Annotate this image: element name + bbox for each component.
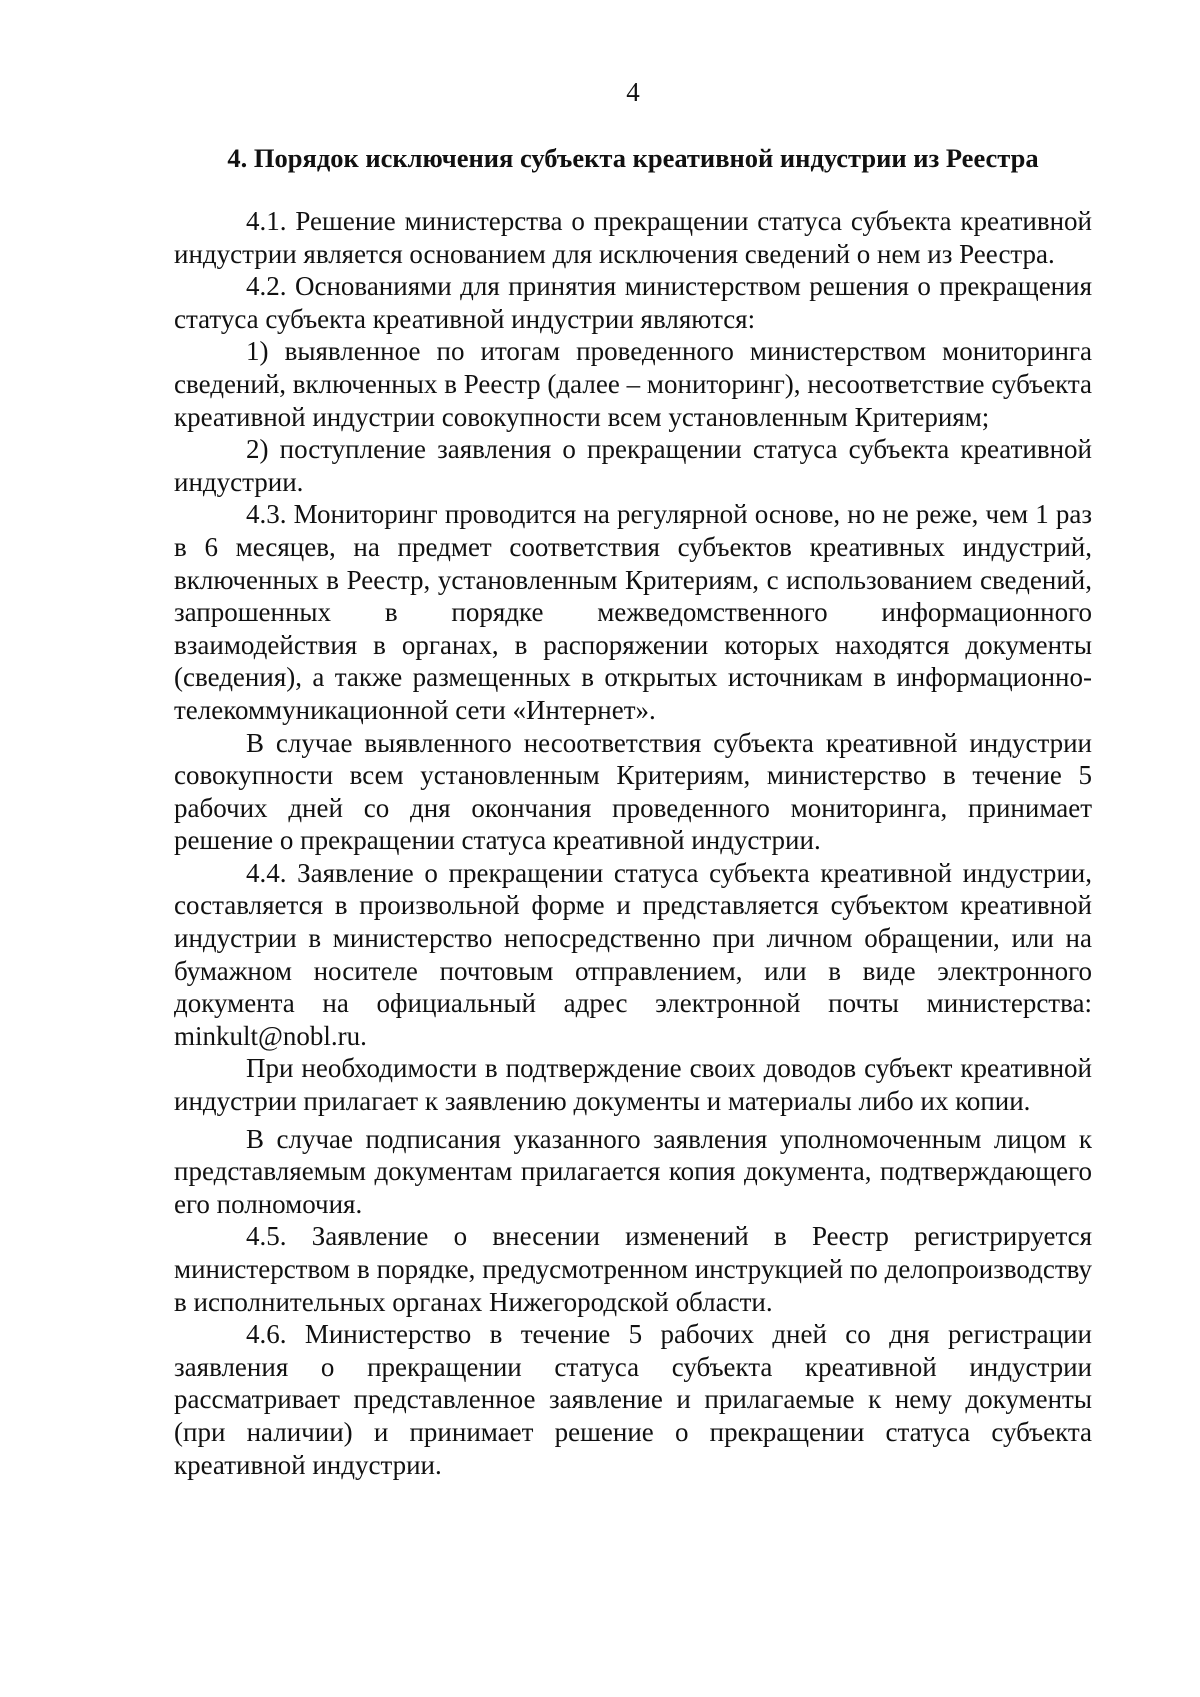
document-page — [174, 72, 1092, 1481]
paragraph-4-4: 4.4. Заявление о прекращении статуса субъекта креативной индустрии, составляется в произвольной форме и представляется субъектом креативной индустрии в министерство непосредственно при личном обращении, или на бумажном носителе почтовым отправлением, или в виде электронного документа на официальный адрес электронной почты министерства: minkult@nobl.ru. — [174, 857, 1092, 1051]
section-title: 4. Порядок исключения субъекта креативной индустрии из Реестра — [227, 143, 1039, 173]
paragraph-4-2-item-1: 1) выявленное по итогам проведенного министерством мониторинга сведений, включенных в Реестр (далее – мониторинг), несоответствие субъекта креативной индустрии совокупности всем установленным Критериям; — [174, 336, 1092, 432]
paragraph-4-5: 4.5. Заявление о внесении изменений в Реестр регистрируется министерством в порядке, предусмотренном инструкцией по делопроизводству в исполнительных органах Нижегородской области. — [174, 1221, 1092, 1317]
paragraph-4-4-authorized-person: В случае подписания указанного заявления уполномоченным лицом к представляемым документам прилагается копия документа, подтверждающего его полномочия. — [174, 1123, 1092, 1219]
paragraph-4-3-continued: В случае выявленного несоответствия субъекта креативной индустрии совокупности всем установленным Критериям, министерство в течение 5 рабочих дней со дня окончания проведенного мониторинга, принимает решение о прекращении статуса креативной индустрии. — [174, 727, 1092, 856]
paragraph-4-4-continued: При необходимости в подтверждение своих доводов субъект креативной индустрии прилагает к заявлению документы и материалы либо их копии. — [174, 1053, 1092, 1117]
paragraph-4-2: 4.2. Основаниями для принятия министерством решения о прекращения статуса субъекта креативной индустрии являются: — [174, 271, 1092, 334]
paragraph-4-3: 4.3. Мониторинг проводится на регулярной основе, но не реже, чем 1 раз в 6 месяцев, на предмет соответствия субъектов креативных индустрий, включенных в Реестр, установленным Критериям, с использованием сведений, запрошенных в порядке межведомственного информационного взаимодействия в органах, в распоряжении которых находятся документы (сведения), а также размещенных в открытых источникам в информационно-телекоммуникационной сети «Интернет». — [174, 499, 1092, 725]
paragraph-4-6: 4.6. Министерство в течение 5 рабочих дней со дня регистрации заявления о прекращении статуса субъекта креативной индустрии рассматривает представленное заявление и прилагаемые к нему документы (при наличии) и принимает решение о прекращении статуса субъекта креативной индустрии. — [174, 1319, 1092, 1480]
paragraph-4-2-item-2: 2) поступление заявления о прекращении статуса субъекта креативной индустрии. — [174, 434, 1092, 497]
paragraph-4-1: 4.1. Решение министерства о прекращении статуса субъекта креативной индустрии является основанием для исключения сведений о нем из Реестра. — [174, 206, 1092, 269]
page-number: 4 — [626, 77, 640, 107]
